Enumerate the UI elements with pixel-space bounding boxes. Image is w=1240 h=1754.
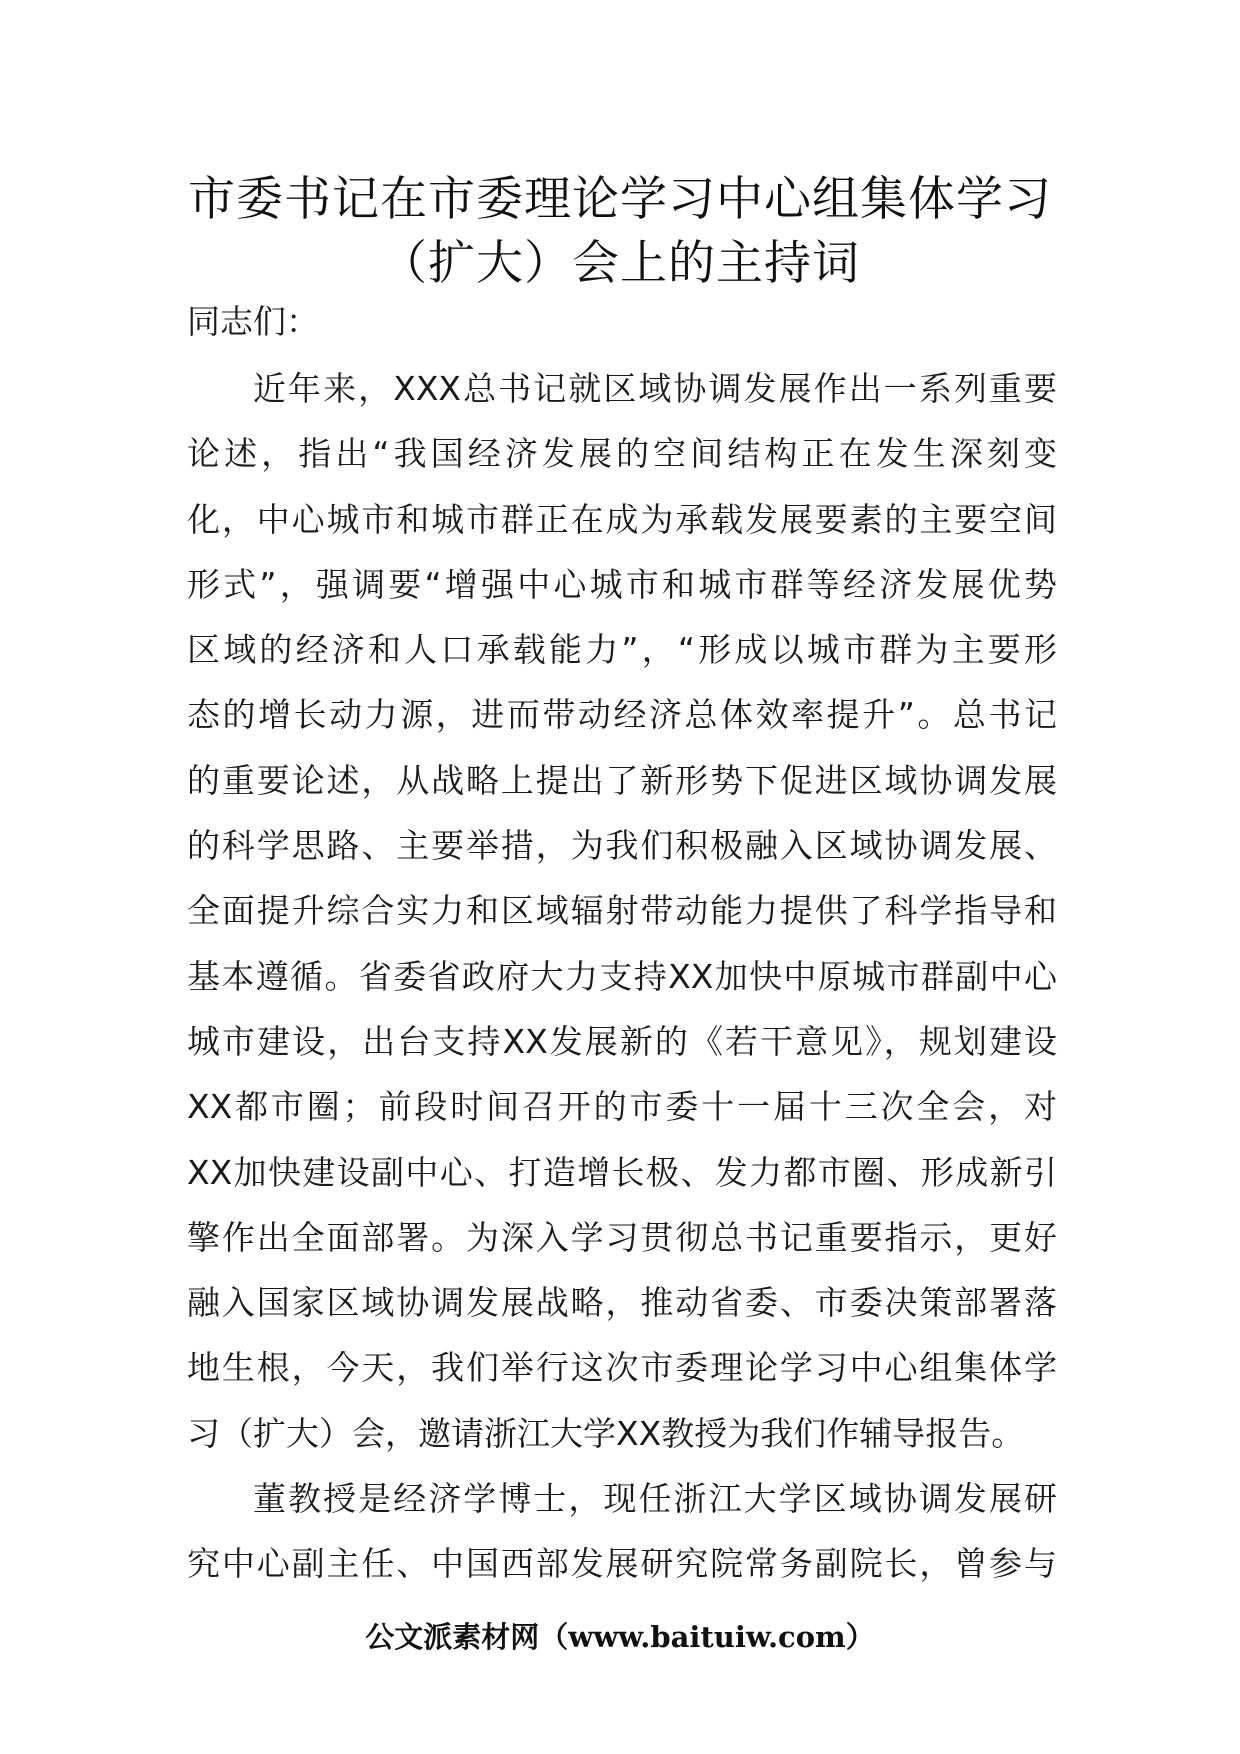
paragraph-2-line: 董教授是经济学博士，现任浙江大学区域协调发展研 [253,1479,1057,1519]
paragraph-2-line: 究中心副主任、中国西部发展研究院常务副院长，曾参与 [187,1544,1057,1584]
paragraph-1-line: 近年来，XXX总书记就区域协调发展作出一系列重要 [253,369,1057,408]
paragraph-1-line: 的科学思路、主要举措，为我们积极融入区域协调发展、 [187,826,1057,866]
document-body [187,369,1057,1613]
paragraph-1-line: 地生根，今天，我们举行这次市委理论学习中心组集体学 [187,1348,1057,1388]
paragraph-1-line: 形式”，强调要“增强中心城市和城市群等经济发展优势 [187,564,1057,604]
paragraph-1-line: XX都市圈；前段时间召开的市委十一届十三次全会，对 [187,1087,1057,1127]
paragraph-1-line: 态的增长动力源，进而带动经济总体效率提升”。总书记 [187,695,1057,735]
paragraph-1-line: 融入国家区域协调发展战略，推动省委、市委决策部署落 [187,1283,1057,1323]
paragraph-1-line: XX加快建设副中心、打造增长极、发力都市圈、形成新引 [187,1152,1057,1192]
paragraph-1-line: 论述，指出“我国经济发展的空间结构正在发生深刻变 [187,434,1057,474]
salutation: 同志们： [187,302,319,341]
paragraph-1-line: 习（扩大）会，邀请浙江大学XX教授为我们作辅导报告。 [187,1413,1025,1453]
watermark-footer: 公文派素材网（www.baituiw.com） [365,1620,875,1654]
paragraph-1-line: 全面提升综合实力和区域辐射带动能力提供了科学指导和 [187,891,1057,931]
paragraph-1-line: 擎作出全面部署。为深入学习贯彻总书记重要指示，更好 [187,1217,1057,1257]
paragraph-1-line: 区域的经济和人口承载能力”，“形成以城市群为主要形 [187,630,1057,670]
document-title-line-1: 市委书记在市委理论学习中心组集体学习 [188,172,1052,227]
paragraph-1-line: 的重要论述，从战略上提出了新形势下促进区域协调发展 [187,760,1057,800]
paragraph-1-line: 基本遵循。省委省政府大力支持XX加快中原城市群副中心 [187,956,1057,996]
document-title-line-2: （扩大）会上的主持词 [380,236,860,291]
paragraph-1-line: 化，中心城市和城市群正在成为承载发展要素的主要空间 [187,499,1057,539]
paragraph-1-line: 城市建设，出台支持XX发展新的《若干意见》，规划建设 [187,1021,1057,1061]
